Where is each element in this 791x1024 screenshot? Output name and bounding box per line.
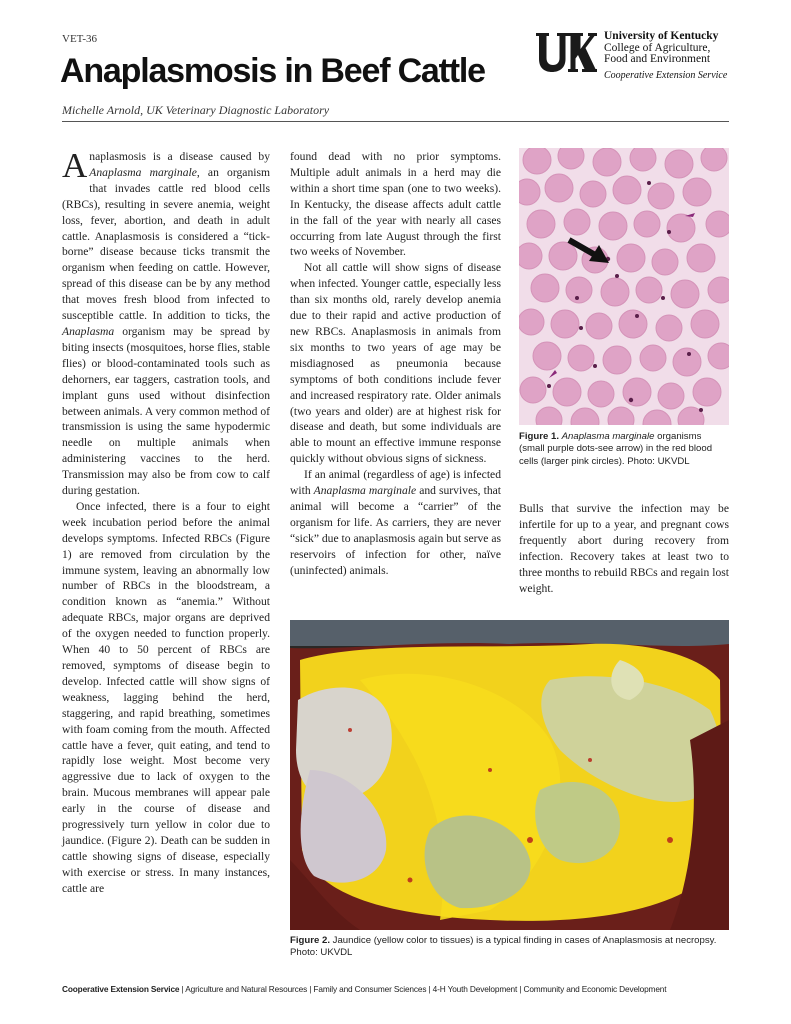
- paragraph-1: Anaplasmosis is a disease caused by Anaplasma marginale, an organism that invades cattle red blood cells (RBCs), resulting in severe anemia, weight loss, fever, abortion, and death in adult cattle. Anaplasmosis is considered a “tick-borne” disease because ticks transmit the organism when feeding on cattle. However, spread of this disease can be by any method that moves fresh blood from infected to susceptible cattle. In addition to ticks, the Anaplasma organism may be spread by biting insects (mosquitoes, horse flies, stable flies) or blood-contaminated tools such as dehorners, ear taggers, castration tools, and implant guns used without disinfection between animals. A very common method of transmission is using the same hypodermic needle on multiple animals when administering vaccines to the herd. Transmission may also be from cow to calf during gestation.: [62, 146, 270, 498]
- paragraph-5: If an animal (regardless of age) is infected with Anaplasma marginale and survives, that animal will become a “carrier” of the organism for life. As carriers, they are never “sick” due to anaplasmosis again but serve as reservoirs of infection for other, naïve (uninfected) animals.: [290, 468, 501, 577]
- text-column-2: [290, 149, 501, 578]
- footer-program-areas: Cooperative Extension Service | Agriculture and Natural Resources | Family and Consumer Sciences | 4-H Youth Development | Community and Economic Development: [62, 984, 667, 994]
- blood-smear-illustration: [519, 148, 729, 425]
- page-title: Anaplasmosis in Beef Cattle: [60, 52, 485, 90]
- figure-2-caption: Figure 2. Jaundice (yellow color to tissues) is a typical finding in cases of Anaplasmosis at necropsy. Photo: UKVDL: [290, 935, 717, 959]
- text-column-1: [62, 146, 270, 897]
- institution-block: [604, 31, 727, 81]
- drop-cap: A: [62, 146, 88, 185]
- institution-line4: Cooperative Extension Service: [604, 69, 728, 81]
- text-column-3: [519, 501, 729, 596]
- paragraph-4: Not all cattle will show signs of disease when infected. Younger cattle, especially less than six months old, rarely develop anemia due to their rapid and active production of new RBCs. Anaplasmosis in animals from six months to two years of age may be misdiagnosed as pneumonia because symptoms of both conditions include fever and increased respiratory rate. Older animals (two years and older) are at highest risk for disease and death, but some individuals are able to mount an effective immune response quickly without obvious signs of sickness.: [290, 261, 501, 466]
- header-divider: [62, 121, 729, 122]
- author-line: Michelle Arnold, UK Veterinary Diagnostic Laboratory: [62, 103, 330, 117]
- document-code: VET-36: [62, 33, 98, 45]
- figure-1-image: [519, 148, 729, 425]
- paragraph-6: Bulls that survive the infection may be infertile for up to a year, and pregnant cows frequently abort during recovery from infection. Recovery takes at least two to three months to rebuild RBCs and regain lost weight.: [519, 502, 729, 595]
- institution-line2: College of Agriculture,: [604, 41, 711, 54]
- figure-1-caption: Figure 1. Anaplasma marginale organisms (small purple dots-see arrow) in the red blood cells (larger pink circles). Photo: UKVDL: [519, 431, 713, 467]
- figure-2-image: [290, 620, 729, 930]
- uk-logo-icon: [535, 30, 597, 76]
- institution-line3: Food and Environment: [604, 53, 711, 65]
- paragraph-3: found dead with no prior symptoms. Multiple adult animals in a herd may die within a short time span (one to two weeks). In Kentucky, the disease affects adult cattle in the fall of the year with nearly all cases occurring from late August through the first two weeks of November.: [290, 150, 501, 259]
- necropsy-illustration: [290, 620, 729, 930]
- institution-line1: University of Kentucky: [604, 30, 719, 42]
- paragraph-2: Once infected, there is a four to eight week incubation period before the animal develops symptoms. Infected RBCs (Figure 1) are removed from circulation by the immune system, leaving an abnormally low number of RBCs in the bloodstream, a condition known as “anemia.” Without adequate RBCs, major organs are deprived of the oxygen needed to function properly. When 40 to 50 percent of RBCs are removed, symptoms of disease begin to develop. Infected cattle will show signs of weakness, lagging behind the herd, staggering, and rapid breathing, sometimes with foam coming from the mouth. Affected cattle have a fever, quit eating, and tend to rapidly lose weight. Most become very aggressive due to lack of oxygen to the brain. Mucous membranes will appear pale early in the course of disease and progressively turn yellow in color due to jaundice. (Figure 2). Death can be sudden in cattle showing signs of disease, especially with exercise or stress. In many instances, cattle are: [62, 499, 270, 895]
